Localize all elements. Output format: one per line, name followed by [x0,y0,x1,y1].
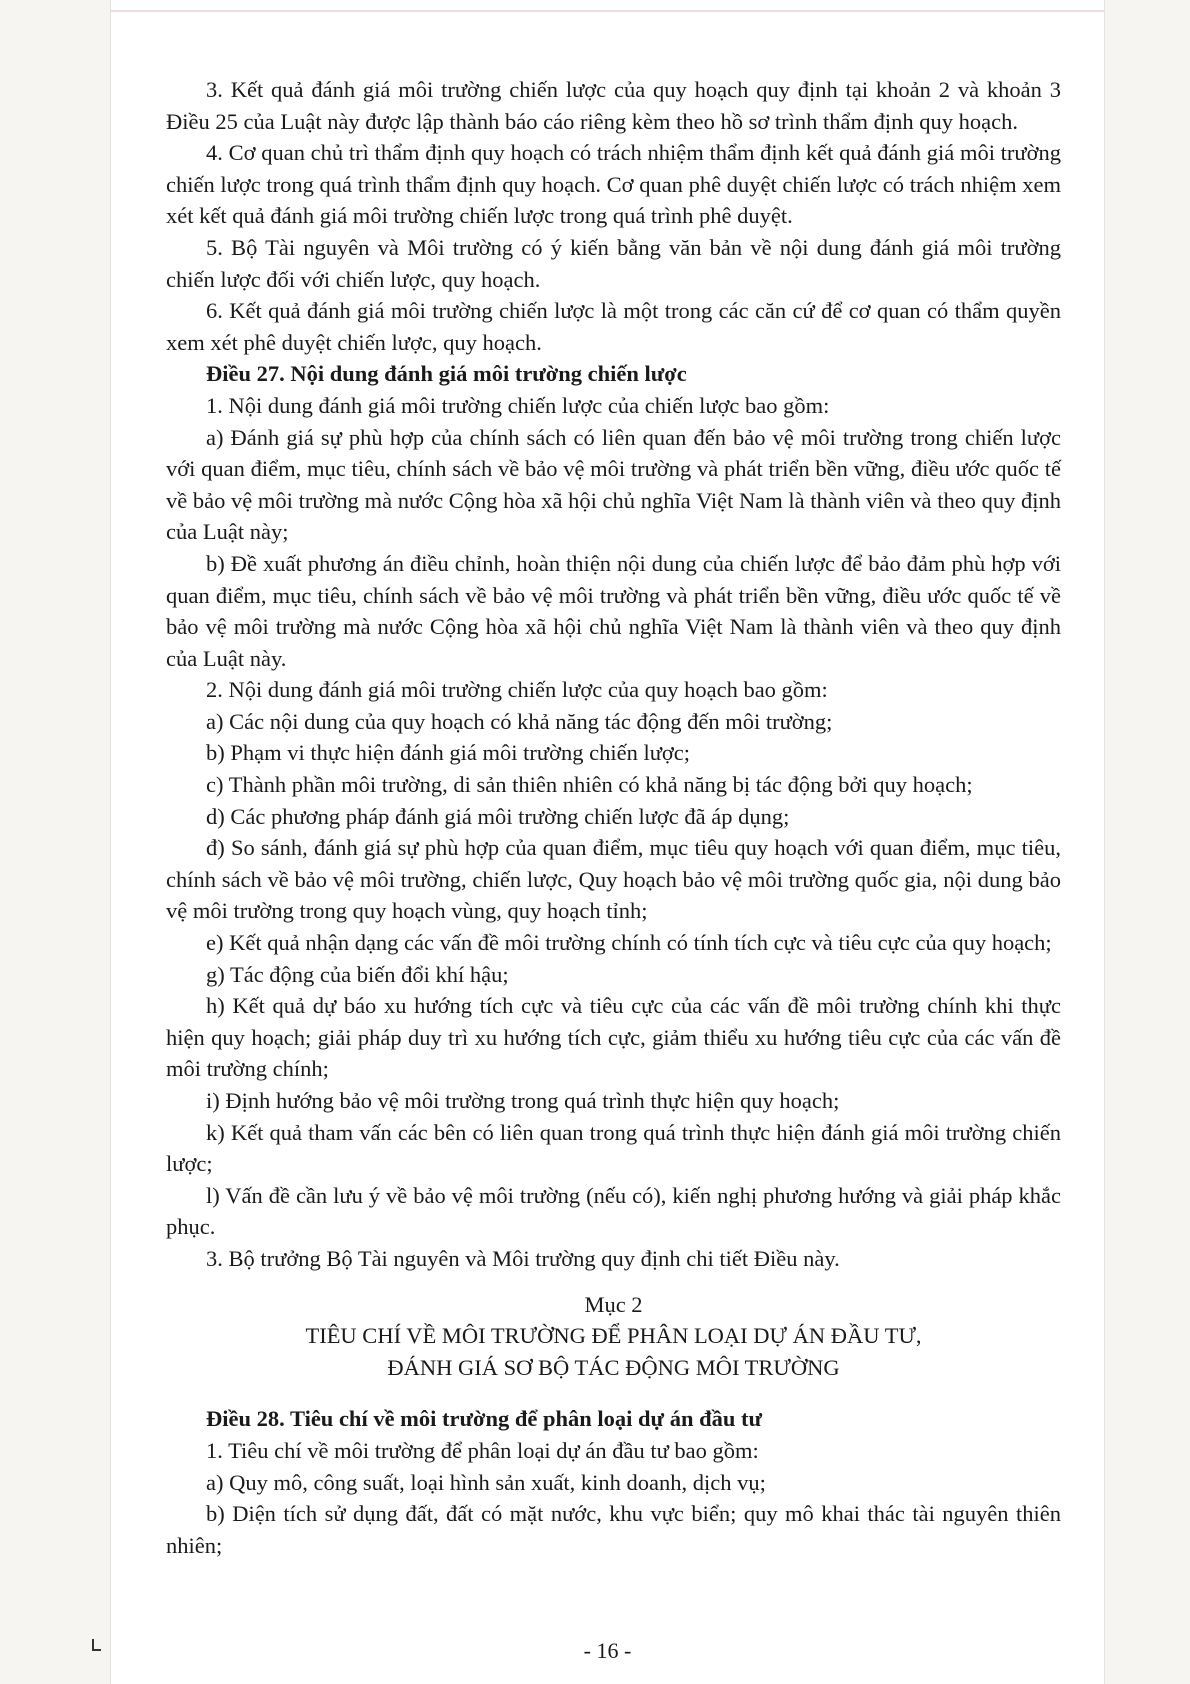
section-title-line-2: ĐÁNH GIÁ SƠ BỘ TÁC ĐỘNG MÔI TRƯỜNG [387,1354,840,1380]
article-27-1-point-b: b) Đề xuất phương án điều chỉnh, hoàn thiện nội dung của chiến lược để bảo đảm phù hợp với quan điểm, mục tiêu, chính sách về bảo vệ môi trường và phát triển bền vững, điều ước quốc tế về bảo vệ môi trường mà nước Cộng hòa xã hội chủ nghĩa Việt Nam là thành viên và theo quy định của Luật này. [166,550,1061,671]
article-28-1-point-a: a) Quy mô, công suất, loại hình sản xuất, kinh doanh, dịch vụ; [206,1469,766,1495]
article-27-clause-2: 2. Nội dung đánh giá môi trường chiến lược của quy hoạch bao gồm: [206,677,828,703]
article-27-2-point-l: l) Vấn đề cần lưu ý về bảo vệ môi trường (nếu có), kiến nghị phương hướng và giải pháp khắc phục. [166,1182,1061,1240]
article-28-heading: Điều 28. Tiêu chí về môi trường để phân loại dự án đầu tư [206,1406,762,1432]
article-28-1-point-b: b) Diện tích sử dụng đất, đất có mặt nước, khu vực biển; quy mô khai thác tài nguyên thiên nhiên; [166,1501,1061,1558]
article-27-2-point-e: e) Kết quả nhận dạng các vấn đề môi trường chính có tính tích cực và tiêu cực của quy hoạch; [206,930,1052,956]
article-27-2-point-c: c) Thành phần môi trường, di sản thiên nhiên có khả năng bị tác động bởi quy hoạch; [206,772,973,798]
page-number: - 16 - [583,1638,632,1663]
article-27-2-point-d: d) Các phương pháp đánh giá môi trường chiến lược đã áp dụng; [206,803,790,829]
clause-4: 4. Cơ quan chủ trì thẩm định quy hoạch có trách nhiệm thẩm định kết quả đánh giá môi trường chiến lược trong quá trình thẩm định quy hoạch. Cơ quan phê duyệt chiến lược có trách nhiệm xem xét kết quả đánh giá môi trường chiến lược trong quá trình phê duyệt. [166,140,1061,229]
article-27-1-point-a: a) Đánh giá sự phù hợp của chính sách có liên quan đến bảo vệ môi trường trong chiến lược với quan điểm, mục tiêu, chính sách về bảo vệ môi trường và phát triển bền vững, điều ước quốc tế về bảo vệ môi trường mà nước Cộng hòa xã hội chủ nghĩa Việt Nam là thành viên và theo quy định của Luật này; [166,424,1061,545]
article-27-clause-3: 3. Bộ trưởng Bộ Tài nguyên và Môi trường quy định chi tiết Điều này. [206,1245,840,1271]
article-27-2-point-a: a) Các nội dung của quy hoạch có khả năng tác động đến môi trường; [206,708,833,734]
scan-corner-mark [92,1639,101,1651]
clause-5: 5. Bộ Tài nguyên và Môi trường có ý kiến bằng văn bản về nội dung đánh giá môi trường chiến lược đối với chiến lược, quy hoạch. [166,234,1061,292]
clause-3: 3. Kết quả đánh giá môi trường chiến lược của quy hoạch quy định tại khoản 2 và khoản 3 Điều 25 của Luật này được lập thành báo cáo riêng kèm theo hồ sơ trình thẩm định quy hoạch. [166,77,1061,134]
article-27-clause-1: 1. Nội dung đánh giá môi trường chiến lược của chiến lược bao gồm: [206,392,830,418]
article-27-2-point-g: g) Tác động của biến đổi khí hậu; [206,961,509,987]
section-title-line-1: TIÊU CHÍ VỀ MÔI TRƯỜNG ĐỂ PHÂN LOẠI DỰ ÁN ĐẦU TƯ, [305,1323,922,1349]
article-27-2-point-b: b) Phạm vi thực hiện đánh giá môi trường chiến lược; [206,740,691,766]
clause-6: 6. Kết quả đánh giá môi trường chiến lược là một trong các căn cứ để cơ quan có thẩm quyền xem xét phê duyệt chiến lược, quy hoạch. [166,298,1061,355]
document-body [166,74,1061,1561]
article-28-clause-1: 1. Tiêu chí về môi trường để phân loại dự án đầu tư bao gồm: [206,1437,759,1463]
article-27-2-point-h: h) Kết quả dự báo xu hướng tích cực và tiêu cực của các vấn đề môi trường chính khi thực hiện quy hoạch; giải pháp duy trì xu hướng tích cực, giảm thiểu xu hướng tiêu cực của các vấn đề môi trường chính; [166,993,1061,1082]
document-page [110,0,1105,1684]
article-27-heading: Điều 27. Nội dung đánh giá môi trường chiến lược [206,361,687,387]
article-27-2-point-k: k) Kết quả tham vấn các bên có liên quan trong quá trình thực hiện đánh giá môi trường chiến lược; [166,1119,1061,1177]
section-label: Mục 2 [584,1291,643,1317]
page-top-edge [111,10,1104,12]
article-27-2-point-i: i) Định hướng bảo vệ môi trường trong quá trình thực hiện quy hoạch; [206,1088,840,1113]
article-27-2-point-dd: đ) So sánh, đánh giá sự phù hợp của quan điểm, mục tiêu quy hoạch với quan điểm, mục tiêu, chính sách về bảo vệ môi trường, chiến lược, Quy hoạch bảo vệ môi trường quốc gia, nội dung bảo vệ môi trường trong quy hoạch vùng, quy hoạch tỉnh; [166,835,1061,924]
